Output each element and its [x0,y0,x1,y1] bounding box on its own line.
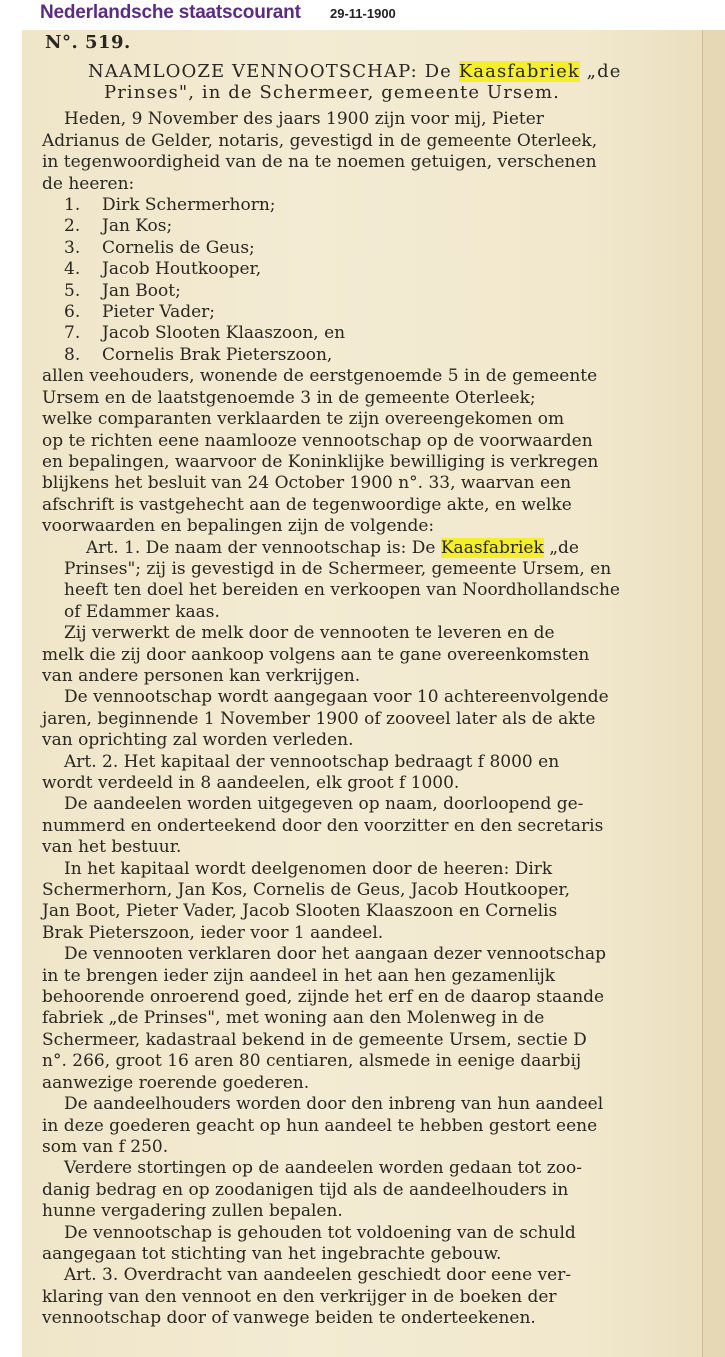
text-line: De vennooten verklaren door het aangaan dezer vennootschap [64,944,606,965]
intro-paragraph: Heden, 9 November des jaars 1900 zijn voor mij, Pieter Adrianus de Gelder, notaris, gevestigd in de gemeente Oterleek, in tegenwoordigheid van de na te noemen getuigen, verschenen de heeren: [42,109,598,194]
list-item: 2. Jan Kos; [64,216,173,237]
text-line: aanwezige roerende goederen. [42,1072,310,1093]
paragraph [42,1158,702,1222]
paragraph [42,944,702,1094]
article-paragraphs [42,623,702,1329]
text-line: in deze goederen geacht op hun aandeel te hebben gestort eene [42,1115,598,1136]
text-line: wordt verdeeld in 8 aandeelen, elk groot f 1000. [42,773,460,793]
text-line: Art. 3. Overdracht van aandeelen geschiedt door eene ver- [64,1265,572,1286]
clipping-header [0,0,725,30]
paragraph [42,859,702,945]
text-line: Verdere stortingen op de aandeelen worden gedaan tot zoo- [64,1158,582,1179]
text-line: klaring van den vennoot en den verkrijger in de boeken der [42,1286,557,1307]
text-line: n°. 266, groot 16 aren 80 centiaren, alsmede in eenige daarbij [42,1051,582,1072]
list-item: 3. Cornelis de Geus; [64,237,255,258]
highlighted-term: Kaasfabriek [458,61,580,83]
heading-line-1: NAAMLOOZE VENNOOTSCHAP: De Kaasfabriek „de [88,61,622,83]
text-line: vennootschap door of vanwege beiden te onderteekenen. [42,1308,536,1329]
paragraph [42,623,702,687]
article-1-paragraph: Art. 1. De naam der vennootschap is: De Kaasfabriek „de Prinses"; zij is gevestigd in de Schermeer, gemeente Ursem, en heeft ten doel het bereiden en verkoopen van Noordhollandsche of Edammer kaas. [64,537,620,622]
paragraph [42,794,702,858]
text-line: in te brengen ieder zijn aandeel in het aan hen gezamenlijk [42,965,556,986]
list-item: 1. Dirk Schermerhorn; [64,195,276,216]
text-line: behoorende onroerend goed, zijnde het erf en de daarop staande [42,987,605,1008]
article-number: N°. 519. [45,32,131,53]
paragraph [42,1094,702,1158]
article-heading [42,61,702,103]
paragraph [42,1223,702,1266]
text-line: Brak Pieterszoon, ieder voor 1 aandeel. [42,922,384,943]
list-item: 5. Jan Boot; [64,280,181,301]
publication-date: 29-11-1900 [330,6,396,21]
highlighted-term: Kaasfabriek [440,537,544,558]
text-line: melk die zij door aankoop volgens aan te gane overeenkomsten [42,644,590,665]
text-line: Art. 2. Het kapitaal der vennootschap bedraagt f 8000 en [64,751,560,772]
article-body [42,32,702,1330]
comparants-paragraph: allen veehouders, wonende de eerstgenoemde 5 in de gemeente Ursem en de laatstgenoemde 3 in de gemeente Oterleek; welke comparanten verklaarden te zijn overeengekomen om op te richten eene naamlooze vennootschap op de voorwaarden en bepalingen, waarvoor de Koninklijke bewilliging is verkregen blijkens het besluit van 24 October 1900 n°. 33, waarvan een afschrift is vastgehecht aan de tegenwoordige akte, en welke voorwaarden en bepalingen zijn de volgende: [42,366,599,537]
text-line: hunne vergadering zullen bepalen. [42,1201,343,1222]
persons-list [42,195,702,366]
list-item: 6. Pieter Vader; [64,302,216,323]
text-line: Schermeer, kadastraal bekend in de gemeente Ursem, sectie D [42,1029,587,1050]
list-item: 4. Jacob Houtkooper, [64,259,262,280]
paragraph [42,752,702,795]
paragraph [42,687,702,751]
text-line: van andere personen kan verkrijgen. [42,665,361,686]
text-line: Schermerhorn, Jan Kos, Cornelis de Geus, Jacob Houtkooper, [42,880,571,901]
text-line: Zij verwerkt de melk door de vennooten te leveren en de [64,623,555,644]
list-item: 7. Jacob Slooten Klaaszoon, en [64,323,346,344]
paragraph [42,1265,702,1329]
text-line: aangegaan tot stichting van het ingebrachte gebouw. [42,1243,502,1264]
text-line: In het kapitaal wordt deelgenomen door de heeren: Dirk [64,858,553,879]
text-line: van oprichting zal worden verleden. [42,730,354,751]
text-line: De aandeelen worden uitgegeven op naam, doorloopend ge- [64,794,584,815]
text-line: De vennootschap is gehouden tot voldoening van de schuld [64,1222,576,1243]
adjacent-column-edge [702,30,725,1357]
text-line: De aandeelhouders worden door den inbreng van hun aandeel [64,1094,604,1115]
text-line: danig bedrag en op zoodanigen tijd als de aandeelhouders in [42,1179,569,1200]
text-line: van het bestuur. [42,837,182,858]
text-line: nummerd en onderteekend door den voorzitter en den secretaris [42,815,604,836]
text-line: som van f 250. [42,1136,169,1157]
newspaper-title: Nederlandsche staatscourant [40,2,301,23]
text-line: De vennootschap wordt aangegaan voor 10 achtereenvolgende [64,687,609,708]
text-line: fabriek „de Prinses", met woning aan den Molenweg in de [42,1008,545,1029]
newspaper-clipping [22,30,725,1357]
text-line: Jan Boot, Pieter Vader, Jacob Slooten Klaaszoon en Cornelis [42,901,558,922]
text-line: jaren, beginnende 1 November 1900 of zooveel later als de akte [42,708,596,729]
heading-line-2: Prinses", in de Schermeer, gemeente Ursem. [104,82,560,104]
list-item: 8. Cornelis Brak Pieterszoon, [64,344,333,365]
